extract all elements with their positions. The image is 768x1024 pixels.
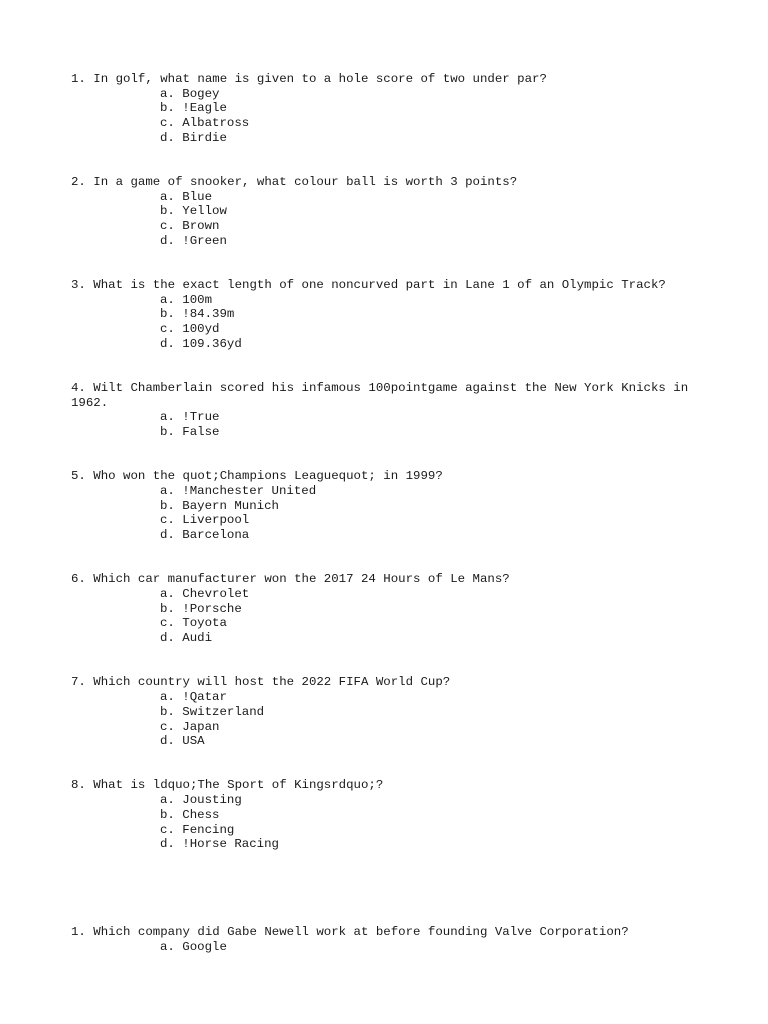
option-d: d. 109.36yd (160, 336, 242, 351)
option-c: c. Liverpool (160, 513, 250, 528)
option-a: a. !True (160, 410, 220, 425)
option-b: b. Chess (160, 807, 220, 822)
option-b: b. !Porsche (160, 601, 242, 616)
option-list (71, 940, 711, 955)
question-8 (71, 778, 711, 852)
section-spacer (71, 881, 711, 925)
option-b: b. False (160, 425, 220, 440)
question-1 (71, 72, 711, 146)
question-text: 1. Which company did Gabe Newell work at before founding Valve Corporation? (71, 925, 629, 940)
option-a: a. !Qatar (160, 690, 227, 705)
option-c: c. 100yd (160, 322, 220, 337)
spacer (71, 352, 711, 382)
option-d: d. Audi (160, 631, 213, 646)
option-list (71, 587, 711, 646)
spacer (71, 440, 711, 470)
option-a: a. Blue (160, 189, 213, 204)
option-a: a. Bogey (160, 86, 220, 101)
question-text: 1. In golf, what name is given to a hole score of two under par? (71, 72, 547, 86)
option-list (71, 793, 711, 852)
question-7 (71, 675, 711, 749)
spacer (71, 146, 711, 176)
option-a: a. !Manchester United (160, 484, 317, 499)
question-6 (71, 572, 711, 646)
question-5 (71, 469, 711, 543)
option-list (71, 293, 711, 352)
option-list (71, 87, 711, 146)
option-a: a. Jousting (160, 793, 242, 808)
question-text: 8. What is ldquo;The Sport of Kingsrdquo;? (71, 778, 384, 793)
option-d: d. !Green (160, 233, 227, 248)
option-c: c. Albatross (160, 116, 250, 131)
question-text: 7. Which country will host the 2022 FIFA World Cup? (71, 675, 451, 690)
question-4 (71, 381, 711, 440)
spacer (71, 749, 711, 779)
question-text: 4. Wilt Chamberlain scored his infamous 100pointgame against the New York Knicks in 1962. (71, 381, 696, 410)
option-list (71, 190, 711, 249)
option-c: c. Brown (160, 219, 220, 234)
question-text: 6. Which car manufacturer won the 2017 24 Hours of Le Mans? (71, 572, 510, 587)
option-d: d. Barcelona (160, 528, 250, 543)
option-c: c. Japan (160, 719, 220, 734)
option-d: d. !Horse Racing (160, 837, 279, 852)
question-2 (71, 175, 711, 249)
option-a: a. Chevrolet (160, 587, 250, 602)
option-list (71, 410, 711, 439)
option-a: a. 100m (160, 292, 213, 307)
option-b: b. !84.39m (160, 307, 235, 322)
option-b: b. Yellow (160, 204, 227, 219)
question-text: 5. Who won the quot;Champions Leaguequot; in 1999? (71, 469, 443, 484)
spacer (71, 852, 711, 882)
option-b: b. !Eagle (160, 101, 227, 116)
option-d: d. USA (160, 734, 205, 749)
option-c: c. Toyota (160, 616, 227, 631)
spacer (71, 646, 711, 676)
question-text: 3. What is the exact length of one noncurved part in Lane 1 of an Olympic Track? (71, 278, 666, 293)
option-c: c. Fencing (160, 822, 235, 837)
option-list (71, 484, 711, 543)
question-9 (71, 925, 711, 954)
option-b: b. Bayern Munich (160, 498, 279, 513)
option-b: b. Switzerland (160, 704, 265, 719)
question-3 (71, 278, 711, 352)
option-d: d. Birdie (160, 130, 227, 145)
question-text: 2. In a game of snooker, what colour ball is worth 3 points? (71, 175, 518, 190)
option-list (71, 690, 711, 749)
quiz-document (71, 72, 711, 955)
spacer (71, 543, 711, 573)
option-a: a. Google (160, 940, 227, 955)
spacer (71, 249, 711, 279)
